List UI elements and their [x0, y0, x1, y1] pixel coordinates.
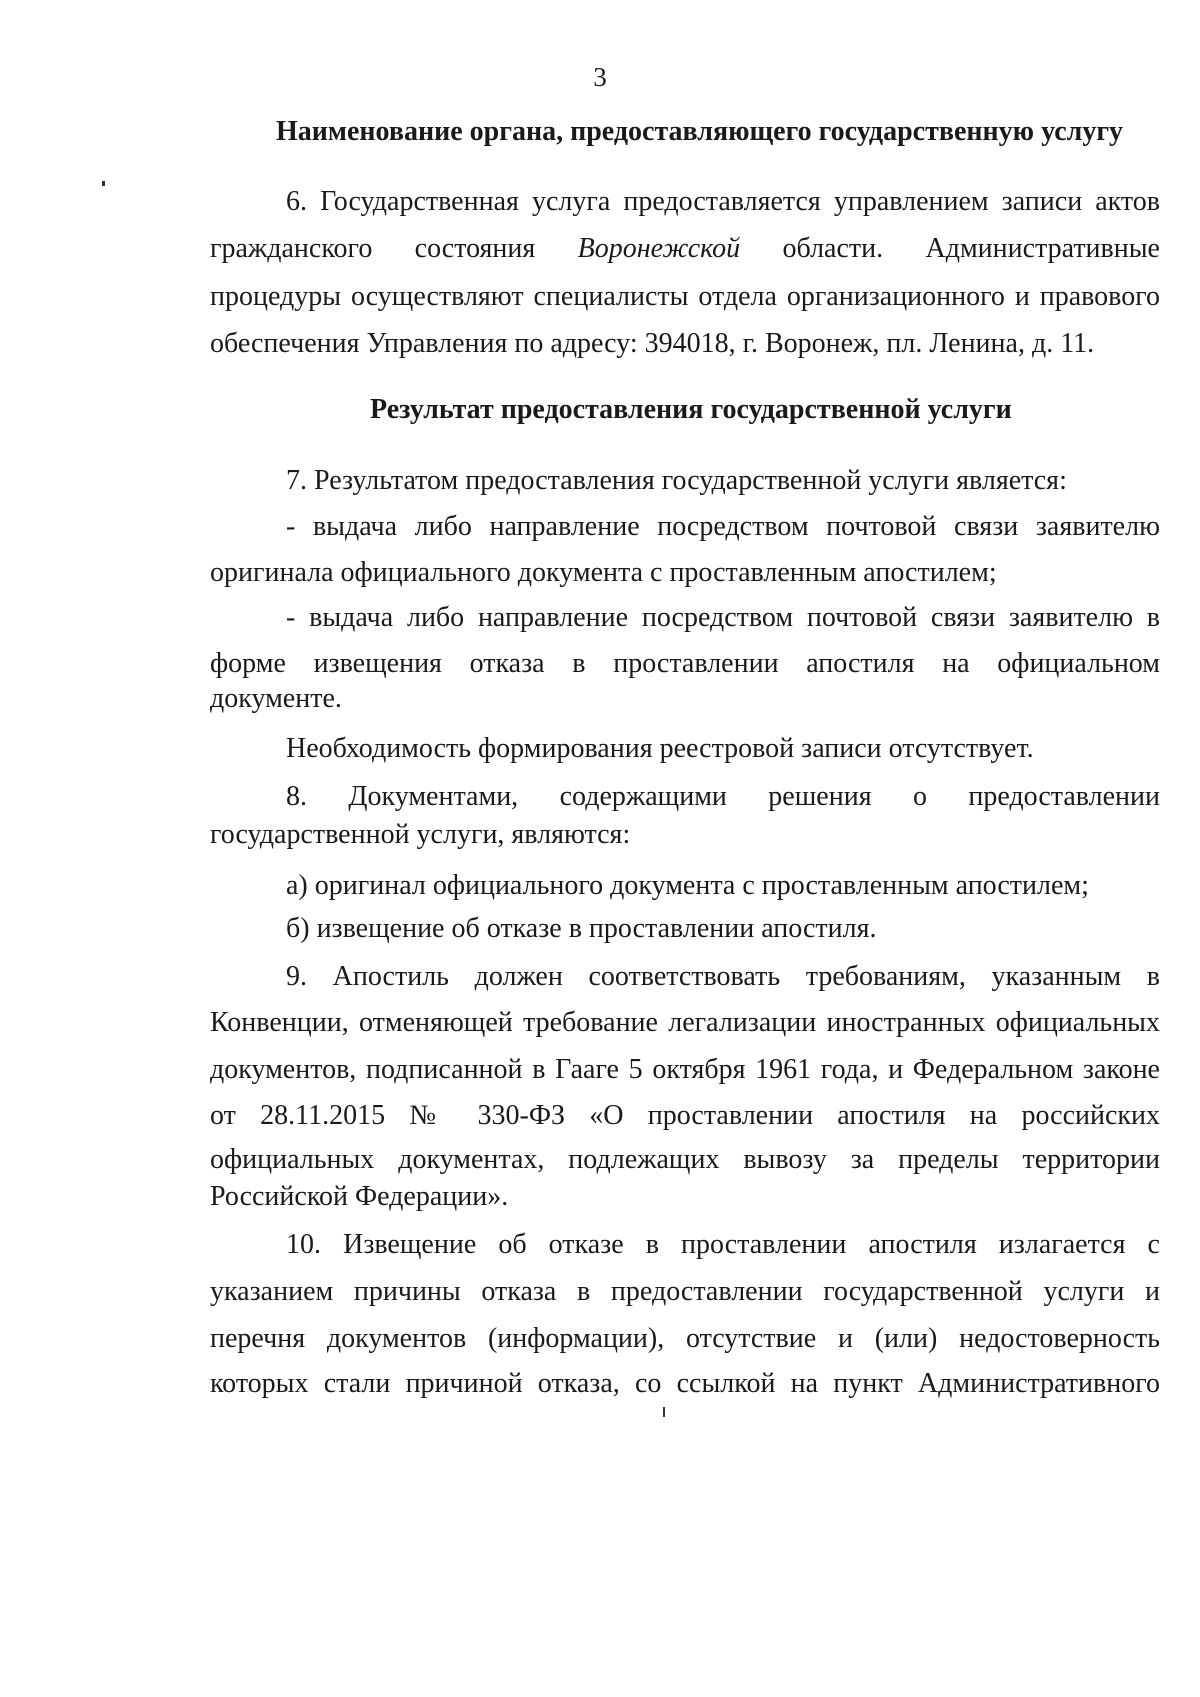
paragraph-9-line-6: Российской Федерации».	[210, 1181, 509, 1212]
paragraph-7-item-1-line-1: - выдача либо направление посредством почтовой связи заявителю	[286, 511, 1160, 542]
paragraph-10-line-1: 10. Извещение об отказе в проставлении апостиля излагается с	[286, 1229, 1160, 1260]
paragraph-6-line-3: процедуры осуществляют специалисты отдела организационного и правового	[210, 281, 1160, 312]
paragraph-7-item-2-line-1: - выдача либо направление посредством почтовой связи заявителю в	[286, 602, 1160, 633]
paragraph-6-line-2-start: гражданского состояния	[210, 233, 578, 264]
paragraph-9-line-5: официальных документах, подлежащих вывозу за пределы территории	[210, 1144, 1160, 1175]
paragraph-8-line-2: государственной услуги, являются:	[210, 819, 631, 850]
scan-speck	[663, 1407, 665, 1417]
paragraph-6-line-2	[210, 232, 1160, 266]
paragraph-7-item-2-line-2: форме извещения отказа в проставлении апостиля на официальном	[210, 648, 1160, 679]
paragraph-9-line-4: от 28.11.2015 № 330-ФЗ «О проставлении апостиля на российских	[210, 1100, 1160, 1131]
paragraph-8-line-1: 8. Документами, содержащими решения о предоставлении	[286, 781, 1160, 812]
section-heading-result: Результат предоставления государственной услуги	[370, 394, 1012, 425]
scan-speck	[102, 181, 105, 186]
page-number: 3	[593, 62, 607, 92]
registry-note: Необходимость формирования реестровой записи отсутствует.	[286, 733, 1034, 764]
paragraph-10-line-4: которых стали причиной отказа, со ссылкой на пункт Административного	[210, 1368, 1160, 1399]
paragraph-9-line-3: документов, подписанной в Гааге 5 октября 1961 года, и Федеральном законе	[210, 1054, 1160, 1085]
paragraph-7-line-1: 7. Результатом предоставления государственной услуги является:	[286, 465, 1067, 496]
paragraph-7-item-1-line-2: оригинала официального документа с проставленным апостилем;	[210, 557, 997, 588]
paragraph-10-line-3: перечня документов (информации), отсутствие и (или) недостоверность	[210, 1323, 1160, 1354]
paragraph-8-item-a: а) оригинал официального документа с проставленным апостилем;	[286, 870, 1089, 901]
section-heading-authority: Наименование органа, предоставляющего государственную услугу	[276, 116, 1124, 147]
paragraph-6-line-2-end: области. Административные	[740, 233, 1160, 264]
paragraph-10-line-2: указанием причины отказа в предоставлении государственной услуги и	[210, 1276, 1160, 1307]
paragraph-6-line-4: обеспечения Управления по адресу: 394018, г. Воронеж, пл. Ленина, д. 11.	[210, 328, 1095, 359]
paragraph-6-region-name: Воронежской	[577, 233, 741, 264]
paragraph-7-item-2-line-3: документе.	[210, 683, 342, 714]
paragraph-9-line-2: Конвенции, отменяющей требование легализации иностранных официальных	[210, 1007, 1160, 1038]
paragraph-8-item-b: б) извещение об отказе в проставлении апостиля.	[286, 913, 877, 944]
paragraph-6-line-1: 6. Государственная услуга предоставляется управлением записи актов	[286, 186, 1160, 217]
paragraph-9-line-1: 9. Апостиль должен соответствовать требованиям, указанным в	[286, 961, 1160, 992]
